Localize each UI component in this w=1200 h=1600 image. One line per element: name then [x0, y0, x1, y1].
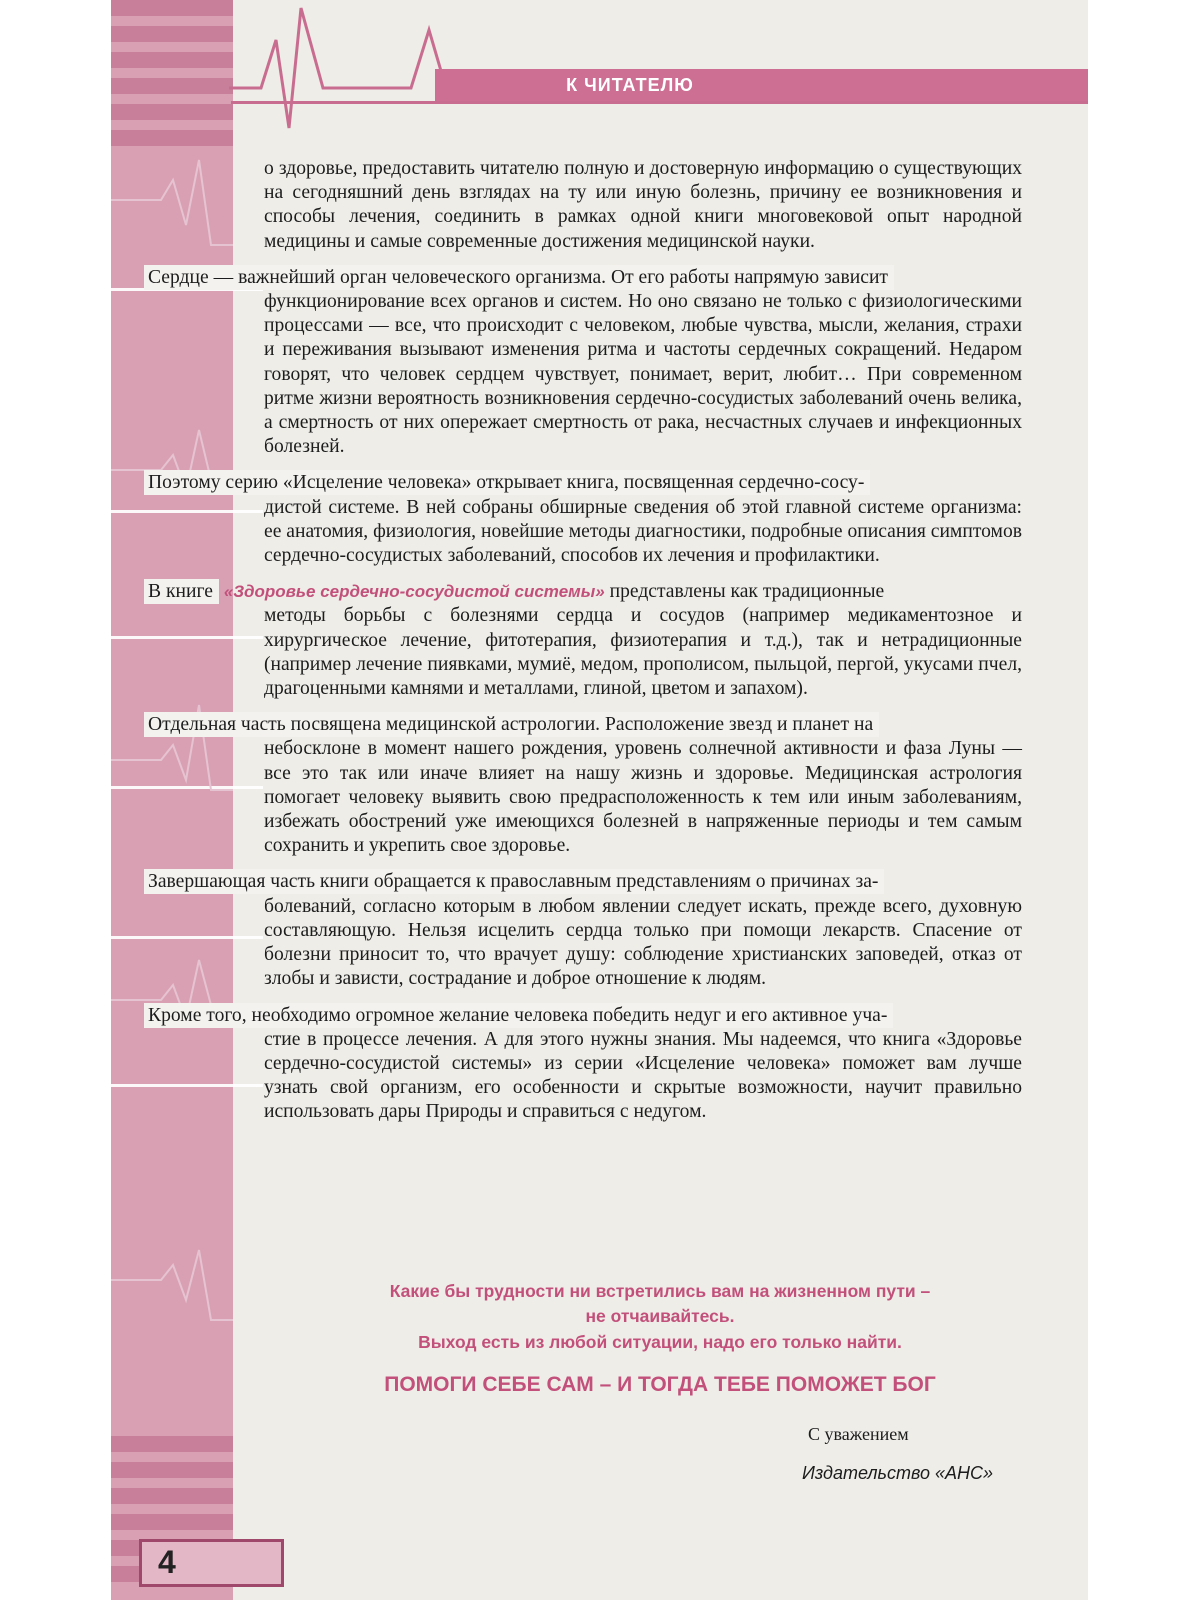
paragraph-text: болеваний, согласно которым в любом явлении следует искать, прежде всего, духовную составляющую. Нельзя исцелить сердца только при помощи лекарств. Спасение от болезни приносит то, что врачует душу: соблюдение христианских заповедей, отказ от злобы и зависти, сострадание и доброе отношение к людям. — [264, 895, 1022, 990]
paragraph-lead-tail: представлены как традиционные — [609, 581, 885, 603]
header-underline — [231, 101, 1088, 104]
paragraph-lead: В книге — [144, 579, 219, 604]
paragraph-text: функционирование всех органов и систем. Но оно связано не только с физиологическими процессами — все, что происходит с человеком, любые чувства, мысли, желания, страхи и переживания вызывают изменения ритма и частоты сердечных сокращений. Недаром говорят, что человек сердцем чувствует, понимает, верит, любит… При современном ритме жизни вероятность возникновения сердечно-сосудистых заболеваний очень велика, а смертность от них опережает смертность от рака, несчастных случаев и инфекционных болезней. — [264, 291, 1022, 458]
intro-text — [150, 157, 1022, 1137]
signature-regards: С уважением — [808, 1424, 909, 1444]
paragraph-orthodox — [150, 870, 1022, 991]
paragraph-continued — [150, 157, 1022, 254]
paragraph-lead: Сердце — важнейший орган человеческого организма. От его работы напрямую зависит — [144, 265, 894, 290]
paragraph-book-contents — [150, 580, 1022, 701]
paragraph-lead: Отдельная часть посвящена медицинской астрологии. Расположение звезд и планет на — [144, 712, 879, 737]
page-number-box — [139, 1539, 284, 1587]
paragraph-heart — [150, 266, 1022, 460]
quote-line-3: Выход есть из любой ситуации, надо его только найти. — [418, 1332, 902, 1352]
signature-publisher: Издательство «АНС» — [802, 1463, 994, 1483]
section-title: К ЧИТАТЕЛЮ — [566, 75, 694, 95]
paragraph-series — [150, 471, 1022, 568]
paragraph-lead: Завершающая часть книги обращается к православным представлениям о причинах за- — [144, 869, 884, 894]
paragraph-lead: Поэтому серию «Исцеление человека» открывает книга, посвященная сердечно-сосу- — [144, 470, 870, 495]
paragraph-closing — [150, 1004, 1022, 1125]
quote-line-1: Какие бы трудности ни встретились вам на жизненном пути – — [389, 1281, 931, 1301]
quote-line-2: не отчаивайтесь. — [585, 1306, 735, 1326]
paragraph-astrology — [150, 713, 1022, 858]
paragraph-text: о здоровье, предоставить читателю полную и достоверную информацию о существующих на сегодняшний день взглядах на ту или иную болезнь, причину ее возникновения и способы лечения, соединить в рамках одной книги многовековой опыт народной медицины и самые современные достижения медицинской науки. — [264, 158, 1022, 252]
paragraph-text: методы борьбы с болезнями сердца и сосудов (например медикаментозное и хирургическое лечение, фитотерапия, физиотерапия и т.д.), так и нетрадиционные (например лечение пиявками, мумиё, медом, прополисом, пыльцой, пергой, укусами пчел, драгоценными камнями и металлами, глиной, цветом и запахом). — [264, 605, 1022, 700]
page-number: 4 — [158, 1544, 176, 1580]
paragraph-text: дистой системе. В ней собраны обширные сведения об этой главной системе организма: ее анатомия, физиология, новейшие методы диагностики, подробные описания симптомов сердечно-сосудистых заболеваний, способов их лечения и профилактики. — [264, 496, 1022, 567]
paragraph-text: небосклоне в момент нашего рождения, уровень солнечной активности и фаза Луны — все это так или иначе влияет на нашу жизнь и здоровье. Медицинская астрология помогает человеку выявить свою предрасположенность к тем или иным заболеваниям, избежать обострений уже имеющихся болезней в напряженные периоды и тем самым сохранить и укрепить свое здоровье. — [264, 738, 1022, 857]
paragraph-text: стие в процессе лечения. А для этого нужны знания. Мы надеемся, что книга «Здоровье сердечно-сосудистой системы» из серии «Исцеление человека» поможет вам лучше узнать свой организм, его особенности и скрытые возможности, научит правильно использовать дары Природы и справиться с недугом. — [264, 1028, 1022, 1123]
book-title: «Здоровье сердечно-сосудистой системы» — [223, 582, 605, 602]
motto: ПОМОГИ СЕБЕ САМ – И ТОГДА ТЕБЕ ПОМОЖЕТ БОГ — [384, 1373, 936, 1396]
paragraph-lead: Кроме того, необходимо огромное желание человека победить недуг и его активное уча- — [144, 1003, 893, 1028]
